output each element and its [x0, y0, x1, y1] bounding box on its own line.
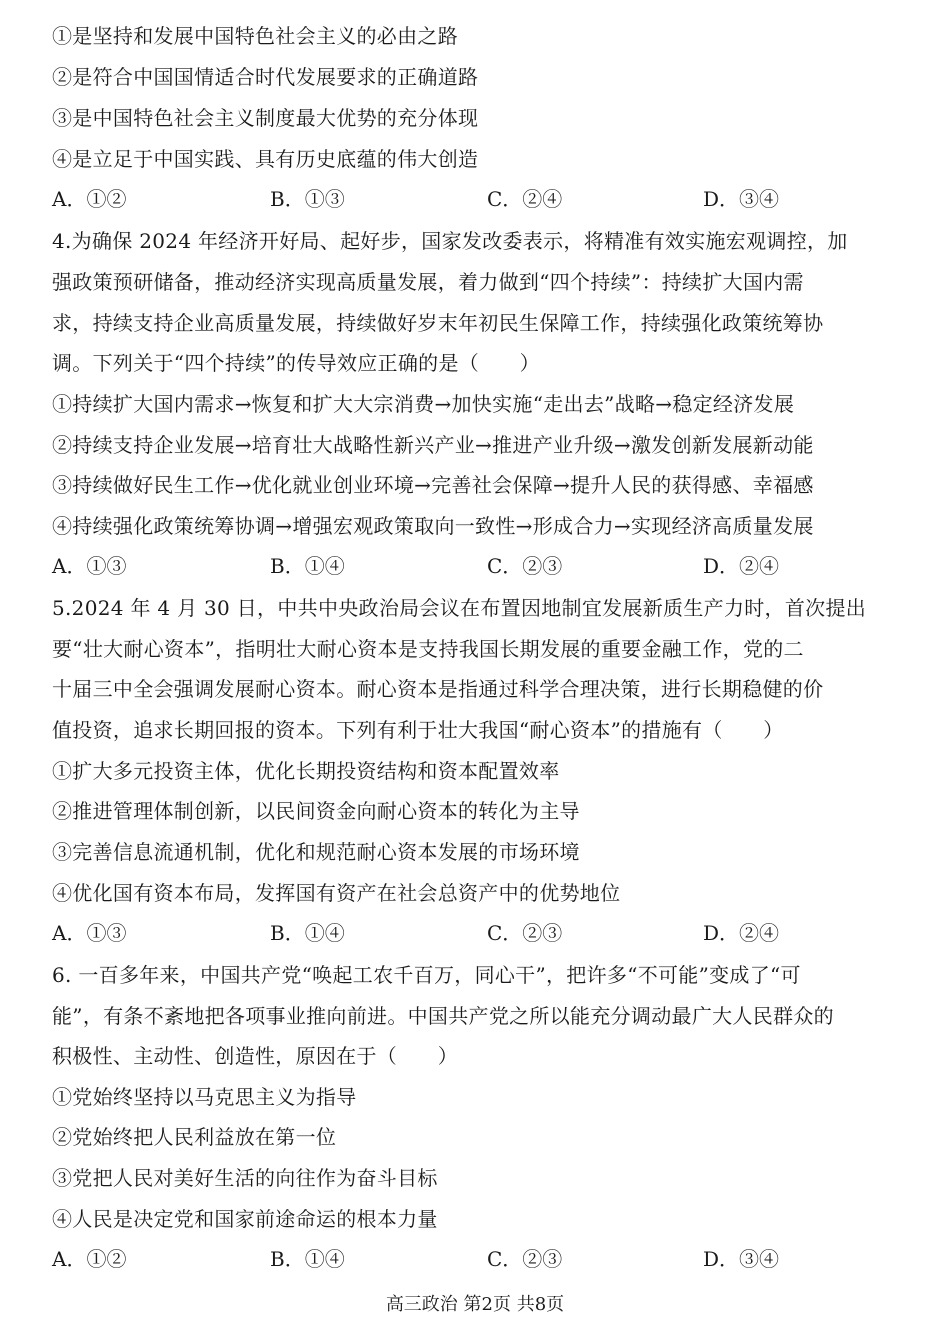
q5-stem-line-4: 值投资，追求长期回报的资本。下列有利于壮大我国“耐心资本”的措施有（ ） — [52, 718, 784, 742]
q3-item-2: ②是符合中国国情适合时代发展要求的正确道路 — [52, 65, 479, 89]
q6-option-a: A．①② — [52, 1247, 127, 1271]
q5-item-1: ①扩大多元投资主体，优化长期投资结构和资本配置效率 — [52, 759, 560, 783]
q6-item-3: ③党把人民对美好生活的向往作为奋斗目标 — [52, 1166, 438, 1190]
q3-option-d: D．③④ — [703, 187, 780, 211]
q6-item-4: ④人民是决定党和国家前途命运的根本力量 — [52, 1207, 438, 1231]
q4-option-b: B．①④ — [270, 554, 345, 578]
q5-item-3: ③完善信息流通机制，优化和规范耐心资本发展的市场环境 — [52, 840, 580, 864]
q3-option-a: A．①② — [52, 187, 127, 211]
q3-item-3: ③是中国特色社会主义制度最大优势的充分体现 — [52, 106, 479, 130]
page-footer: 高三政治 第2页 共8页 — [385, 1294, 565, 1315]
q5-option-d: D．②④ — [703, 921, 780, 945]
q6-stem-line-1: 6. 一百多年来，中国共产党“唤起工农千百万，同心干”，把许多“不可能”变成了“可 — [52, 963, 801, 987]
q6-option-c: C．②③ — [487, 1247, 563, 1271]
q4-option-d: D．②④ — [703, 554, 780, 578]
q5-stem-line-3: 十届三中全会强调发展耐心资本。耐心资本是指通过科学合理决策，进行长期稳健的价 — [52, 677, 824, 701]
q5-stem-line-1: 5.2024 年 4 月 30 日，中共中央政治局会议在布置因地制宜发展新质生产力时，首次提出 — [52, 596, 867, 620]
q6-item-1: ①党始终坚持以马克思主义为指导 — [52, 1085, 357, 1109]
q3-option-c: C．②④ — [487, 187, 563, 211]
q5-option-c: C．②③ — [487, 921, 563, 945]
q5-stem-line-2: 要“壮大耐心资本”，指明壮大耐心资本是支持我国长期发展的重要金融工作，党的二 — [52, 637, 804, 661]
q5-option-b: B．①④ — [270, 921, 345, 945]
q4-item-4: ④持续强化政策统筹协调→增强宏观政策取向一致性→形成合力→实现经济高质量发展 — [52, 514, 814, 538]
q3-item-1: ①是坚持和发展中国特色社会主义的必由之路 — [52, 24, 458, 48]
q6-stem-line-2: 能”，有条不紊地把各项事业推向前进。中国共产党之所以能充分调动最广大人民群众的 — [52, 1004, 834, 1028]
q4-stem-line-2: 强政策预研储备，推动经济实现高质量发展，着力做到“四个持续”：持续扩大国内需 — [52, 270, 804, 294]
q4-stem-line-3: 求，持续支持企业高质量发展，持续做好岁末年初民生保障工作，持续强化政策统筹协 — [52, 311, 824, 335]
q4-stem-line-4: 调。下列关于“四个持续”的传导效应正确的是（ ） — [52, 351, 540, 375]
q4-option-c: C．②③ — [487, 554, 563, 578]
q4-stem-line-1: 4.为确保 2024 年经济开好局、起好步，国家发改委表示，将精准有效实施宏观调控，加 — [52, 229, 848, 253]
q4-item-2: ②持续支持企业发展→培育壮大战略性新兴产业→推进产业升级→激发创新发展新动能 — [52, 433, 814, 457]
q4-item-1: ①持续扩大国内需求→恢复和扩大大宗消费→加快实施“走出去”战略→稳定经济发展 — [52, 392, 795, 416]
q6-option-d: D．③④ — [703, 1247, 780, 1271]
q5-option-a: A．①③ — [52, 921, 127, 945]
q6-stem-line-3: 积极性、主动性、创造性，原因在于（ ） — [52, 1044, 458, 1068]
q4-item-3: ③持续做好民生工作→优化就业创业环境→完善社会保障→提升人民的获得感、幸福感 — [52, 473, 814, 497]
q5-item-4: ④优化国有资本布局，发挥国有资产在社会总资产中的优势地位 — [52, 881, 621, 905]
q3-item-4: ④是立足于中国实践、具有历史底蕴的伟大创造 — [52, 147, 479, 171]
q5-item-2: ②推进管理体制创新，以民间资金向耐心资本的转化为主导 — [52, 799, 580, 823]
q4-option-a: A．①③ — [52, 554, 127, 578]
q3-option-b: B．①③ — [270, 187, 345, 211]
q6-option-b: B．①④ — [270, 1247, 345, 1271]
q6-item-2: ②党始终把人民利益放在第一位 — [52, 1125, 337, 1149]
